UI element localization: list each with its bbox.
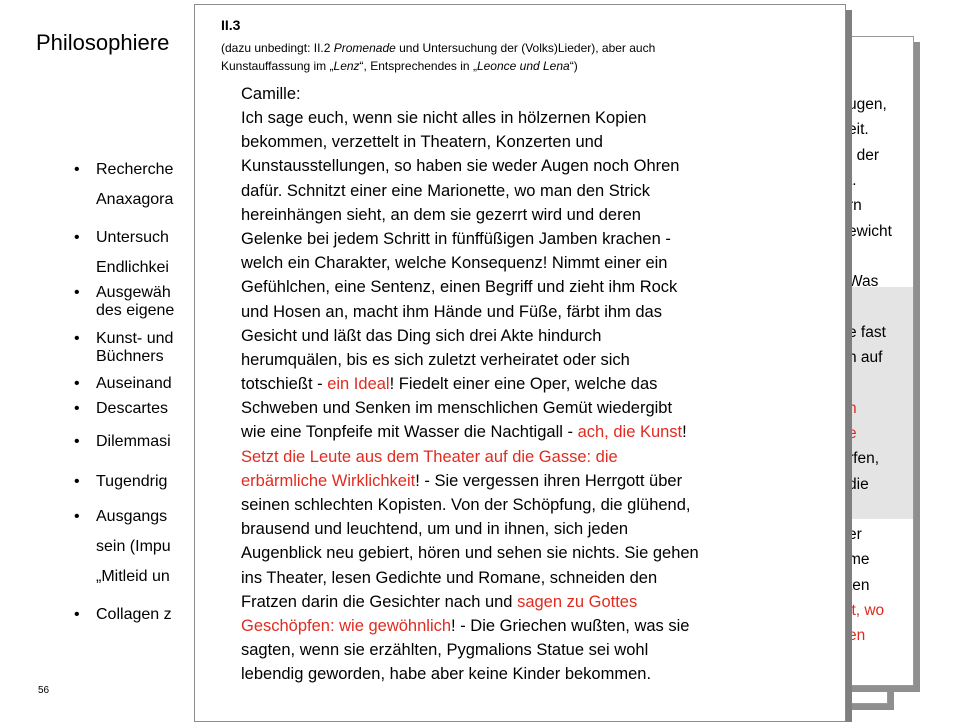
quote-line bbox=[241, 372, 841, 396]
quote-line bbox=[241, 154, 841, 178]
quote-segment: Fratzen darin die Gesichter nach und bbox=[241, 592, 518, 611]
slide-title: Philosophiere bbox=[36, 30, 170, 55]
background-card-line: it, wo bbox=[848, 602, 885, 619]
bullet-dot: • bbox=[74, 433, 80, 450]
highlighted-phrase: ach, die Kunst bbox=[577, 423, 683, 442]
highlighted-phrase: sagen zu Gottes bbox=[517, 592, 638, 611]
quote-segment: brausend und leuchtend, um und in ihnen, sich jeden bbox=[241, 520, 629, 539]
highlighted-phrase: erbärmliche Wirklichkeit bbox=[241, 471, 416, 490]
quote-segment: dafür. Schnitzt einer eine Marionette, wo man den Strick bbox=[241, 181, 651, 200]
bullet-text: sein (Impu bbox=[96, 538, 171, 555]
speaker-colon: : bbox=[296, 85, 301, 103]
bullet-dot: • bbox=[74, 473, 80, 490]
page-number: 56 bbox=[38, 685, 50, 696]
quote-segment: Gelenke bei jedem Schritt in fünffüßigen Jamben krachen - bbox=[241, 229, 671, 248]
quote-line bbox=[241, 420, 841, 444]
quote-line bbox=[241, 469, 841, 493]
quote-segment: ! Fiedelt einer eine Oper, welche das bbox=[389, 375, 658, 394]
quote-line bbox=[241, 300, 841, 324]
highlighted-phrase: Geschöpfen: wie gewöhnlich bbox=[241, 616, 452, 635]
sub-text: “) bbox=[569, 59, 578, 73]
background-card-line: ; der bbox=[848, 146, 880, 164]
overlay-card bbox=[194, 4, 846, 722]
quote-line bbox=[241, 445, 841, 469]
bullet-dot: • bbox=[74, 508, 80, 525]
quote-line bbox=[241, 638, 841, 662]
bullet-text: Auseinand bbox=[96, 375, 172, 392]
sub-text: und Untersuchung der (Volks)Lieder), aber auch bbox=[395, 41, 656, 55]
quote-line bbox=[241, 396, 841, 420]
sub-text: (dazu unbedingt: II.2 bbox=[221, 41, 334, 55]
bullet-text: Anaxagora bbox=[96, 191, 174, 208]
quote-line bbox=[241, 227, 841, 251]
quote-segment: Augenblick neu gebiert, hören und sehen sie nichts. Sie gehen bbox=[241, 544, 699, 563]
background-card-line: Was bbox=[848, 273, 879, 291]
quote-line bbox=[241, 662, 841, 686]
bullet-text: Untersuch bbox=[96, 229, 169, 246]
quote-segment: Ich sage euch, wenn sie nicht alles in hölzernen Kopien bbox=[241, 109, 647, 127]
overlay-subtitle bbox=[221, 39, 841, 75]
bullet-dot: • bbox=[74, 330, 80, 347]
quote-line bbox=[241, 275, 841, 299]
background-card-line: ten bbox=[848, 576, 870, 594]
background-card-line: en bbox=[848, 627, 866, 645]
bullet-dot: • bbox=[74, 606, 80, 623]
quote-segment: ins Theater, lesen Gedichte und Romane, schneiden den bbox=[241, 568, 658, 587]
bullet-text: Tugendrig bbox=[96, 473, 168, 490]
speaker-name: Camille bbox=[241, 85, 297, 103]
quote-segment: lebendig geworden, habe aber keine Kinder bekommen. bbox=[241, 665, 652, 684]
background-card-line: e fast bbox=[848, 323, 886, 341]
bullet-text: des eigene bbox=[96, 302, 175, 319]
background-card-line: ewicht bbox=[848, 222, 892, 240]
bullet-text: Ausgangs bbox=[96, 508, 168, 525]
quote-segment: welch ein Charakter, welche Konsequenz! Nimmt einer ein bbox=[241, 254, 668, 273]
quote-segment: ! - Die Griechen wußten, was sie bbox=[451, 616, 690, 635]
bullet-dot: • bbox=[74, 161, 80, 178]
background-card-line: e bbox=[848, 424, 857, 442]
bullet-text: Descartes bbox=[96, 400, 169, 417]
bullet-text: Collagen z bbox=[96, 606, 172, 623]
bullet-text: Recherche bbox=[96, 161, 174, 178]
quote-segment: Schweben und Senken im menschlichen Gemüt wiedergibt bbox=[241, 399, 673, 418]
bullet-text: Kunst- und bbox=[96, 330, 174, 347]
quote-line bbox=[241, 251, 841, 275]
background-card-line: ugen, bbox=[848, 96, 887, 113]
sub-text: Kunstauffassung im „ bbox=[221, 59, 334, 73]
quote-line bbox=[241, 590, 841, 614]
quote-line bbox=[241, 130, 841, 154]
quote-line bbox=[241, 203, 841, 227]
bullet-dot: • bbox=[74, 229, 80, 246]
quote-line bbox=[241, 324, 841, 348]
background-card-line: t. bbox=[848, 171, 857, 189]
background-card-line: me bbox=[848, 551, 870, 569]
bullet-dot: • bbox=[74, 400, 80, 417]
quote-line bbox=[241, 106, 841, 130]
quote-segment: totschießt - bbox=[241, 375, 328, 394]
sub-italic: Lenz bbox=[333, 59, 360, 73]
quote-line bbox=[241, 517, 841, 541]
quote-line bbox=[241, 566, 841, 590]
bullet-dot: • bbox=[74, 375, 80, 392]
quote-segment: Gesicht und läßt das Ding sich drei Akte hindurch bbox=[241, 326, 602, 345]
quote-segment: hereinhängen sieht, an dem sie gezerrt wird und deren bbox=[241, 205, 641, 224]
background-card-line: er bbox=[848, 526, 862, 544]
quote-segment: sagten, wenn sie erzählten, Pygmalions Statue sei wohl bbox=[241, 641, 649, 660]
quote-line bbox=[241, 541, 841, 565]
overlay-heading: II.3 bbox=[221, 17, 241, 33]
quote-segment: herumquälen, bis es sich zuletzt verheiratet oder sich bbox=[241, 350, 630, 369]
background-card-line: rn bbox=[848, 197, 862, 215]
background-card-line: die bbox=[848, 475, 869, 493]
bullet-dot: • bbox=[74, 284, 80, 301]
quote-segment: bekommen, verzettelt in Theatern, Konzerten und bbox=[241, 133, 603, 152]
bullet-text: Ausgewäh bbox=[96, 284, 171, 301]
background-card-line: eit. bbox=[848, 121, 869, 139]
quote-segment: ! - Sie vergessen ihren Herrgott über bbox=[415, 471, 683, 490]
background-card-line: n bbox=[848, 399, 857, 417]
quote-line bbox=[241, 179, 841, 203]
quote-segment: und Hosen an, macht ihm Hände und Füße, färbt ihm das bbox=[241, 302, 662, 321]
speaker-label bbox=[241, 82, 301, 106]
quote-segment: Kunstausstellungen, so haben sie weder Augen noch Ohren bbox=[241, 157, 680, 176]
quote-line bbox=[241, 493, 841, 517]
bullet-text: Dilemmasi bbox=[96, 433, 171, 450]
background-card-line: n auf bbox=[848, 349, 883, 366]
highlighted-phrase: Setzt die Leute aus dem Theater auf die Gasse: die bbox=[241, 447, 618, 466]
quote-segment: wie eine Tonpfeife mit Wasser die Nachtigall - bbox=[241, 423, 578, 442]
bullet-text: Endlichkei bbox=[96, 259, 169, 276]
sub-italic: Promenade bbox=[333, 41, 396, 55]
sub-text: “, Entsprechendes in „ bbox=[359, 59, 477, 73]
quote-segment: ! bbox=[682, 423, 687, 442]
bullet-text: Büchners bbox=[96, 348, 164, 365]
bullet-text: „Mitleid un bbox=[96, 568, 170, 585]
quote-line bbox=[241, 614, 841, 638]
sub-italic: Leonce und Lena bbox=[476, 59, 570, 73]
quote-text bbox=[241, 106, 841, 687]
background-card-line: rfen, bbox=[848, 450, 880, 468]
quote-line bbox=[241, 348, 841, 372]
quote-segment: seinen schlechten Kopisten. Von der Schöpfung, die glühend, bbox=[241, 496, 691, 514]
quote-segment: Gefühlchen, eine Sentenz, einen Begriff und zieht ihm Rock bbox=[241, 278, 678, 297]
highlighted-phrase: ein Ideal bbox=[327, 375, 390, 394]
